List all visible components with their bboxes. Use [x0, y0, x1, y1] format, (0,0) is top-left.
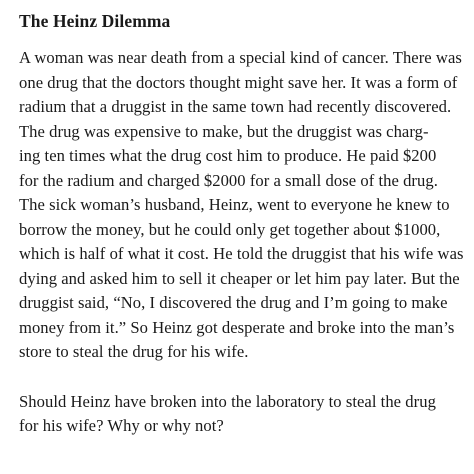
story-line: The drug was expensive to make, but the druggist was charg- — [19, 121, 429, 141]
story-line: for the radium and charged $2000 for a small dose of the drug. — [19, 170, 438, 190]
document-page — [19, 6, 469, 439]
question-paragraph — [19, 390, 469, 439]
document-title: The Heinz Dilemma — [19, 11, 171, 31]
story-line: borrow the money, but he could only get together about $1000, — [19, 219, 441, 239]
story-line: dying and asked him to sell it cheaper or let him pay later. But the — [19, 268, 460, 288]
story-line: A woman was near death from a special kind of cancer. There was — [19, 48, 462, 67]
story-line: druggist said, “No, I discovered the drug and I’m going to make — [19, 293, 448, 312]
story-line: radium that a druggist in the same town had recently discovered. — [19, 97, 452, 116]
story-line: which is half of what it cost. He told the druggist that his wife was — [19, 244, 464, 263]
question-line: for his wife? Why or why not? — [19, 416, 224, 435]
story-line: store to steal the drug for his wife. — [19, 342, 249, 361]
story-line: The sick woman’s husband, Heinz, went to everyone he knew to — [19, 195, 450, 214]
story-line: money from it.” So Heinz got desperate and broke into the man’s — [19, 317, 455, 337]
story-line: one drug that the doctors thought might save her. It was a form of — [19, 72, 458, 92]
question-line: Should Heinz have broken into the laboratory to steal the drug — [19, 391, 436, 411]
story-paragraph — [19, 46, 469, 365]
story-line: ing ten times what the drug cost him to produce. He paid $200 — [19, 146, 437, 165]
